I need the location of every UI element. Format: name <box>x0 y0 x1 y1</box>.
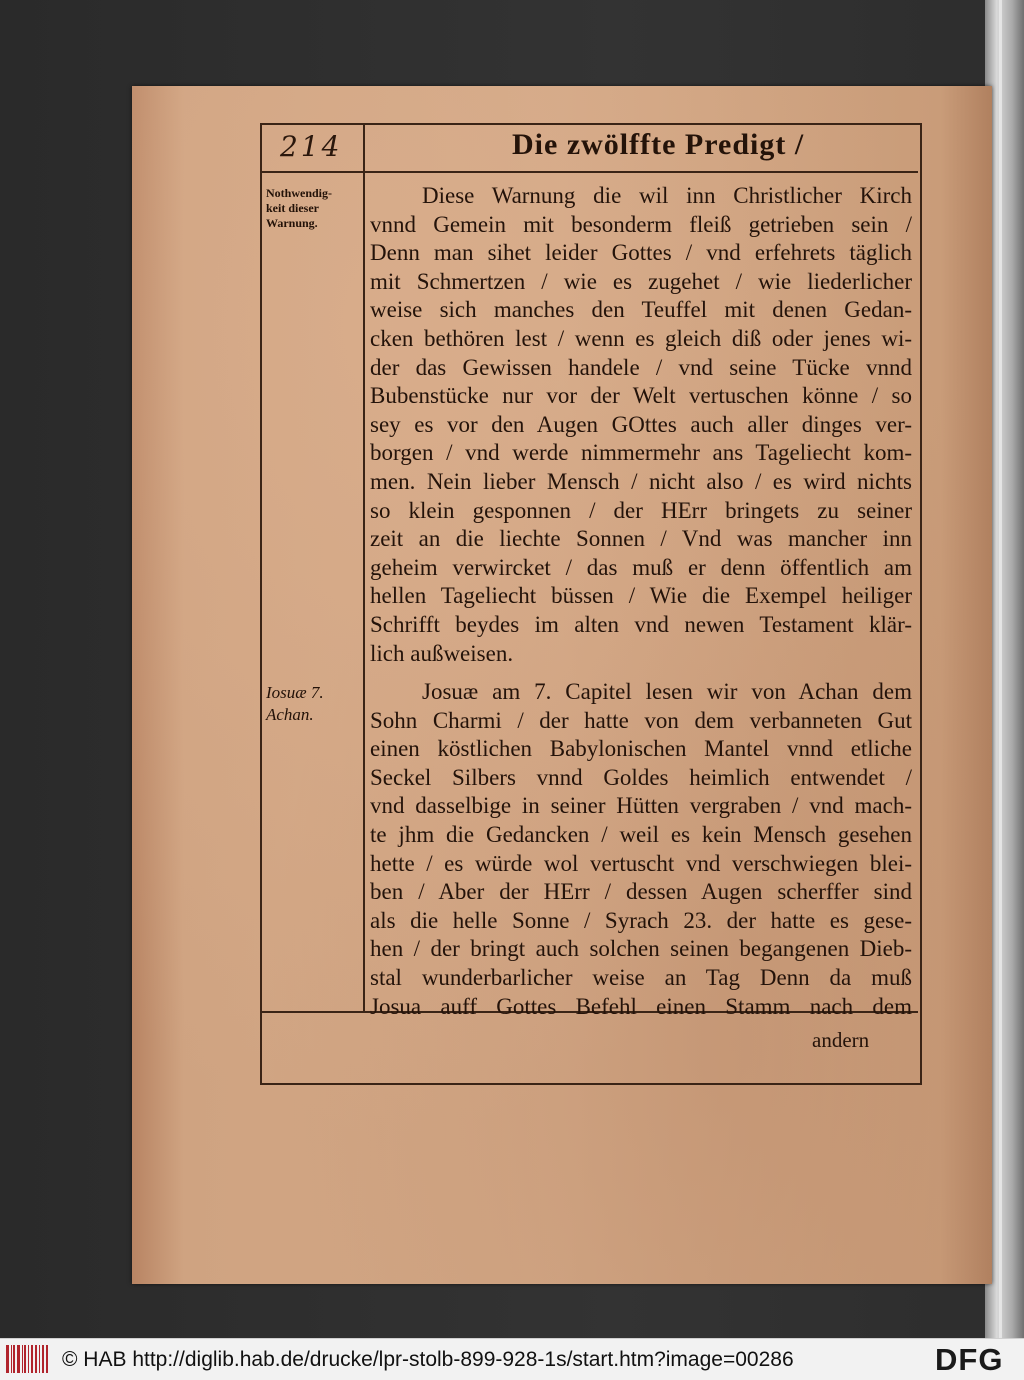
text-line: Bubenstücke nur vor der Welt vertuschen könne / so <box>370 383 912 409</box>
text-line: mit Schmertzen / wie es zugehet / wie liederlicher <box>370 268 912 294</box>
text-line: sey es vor den Augen GOttes auch aller dinges ver- <box>370 411 912 437</box>
text-line: hen / der bringt auch solchen seinen begangenen Dieb- <box>370 936 912 962</box>
text-line: Josuæ am 7. Capitel lesen wir von Achan dem <box>422 679 912 704</box>
text-line: hette / es würde wol vertuscht vnd verschwiegen blei- <box>370 850 912 876</box>
text-line: geheim verwircket / das muß er denn öffentlich am <box>370 554 912 580</box>
barcode-icon <box>6 1345 48 1373</box>
margin-note-line: Achan. <box>266 705 314 724</box>
text-line: lich außweisen. <box>370 640 514 666</box>
text-line: stal wunderbarlicher weise an Tag Denn da muß <box>370 964 912 990</box>
source-url[interactable]: © HAB http://diglib.hab.de/drucke/lpr-stolb-899-928-1s/start.htm?image=00286 <box>62 1348 794 1371</box>
viewer-footer <box>0 1338 1024 1380</box>
text-line: Seckel Silbers vnnd Goldes heimlich entwendet / <box>370 764 912 790</box>
margin-note <box>266 682 358 726</box>
text-line: Schrifft beydes im alten vnd newen Testament klär- <box>370 611 912 637</box>
margin-note <box>266 186 358 231</box>
margin-note-line: Iosuæ 7. <box>266 683 324 702</box>
text-line: Sohn Charmi / der hatte von dem verbanneten Gut <box>370 707 912 733</box>
header-rule <box>260 171 918 173</box>
text-line: einen köstlichen Babylonischen Mantel vnnd etliche <box>370 736 912 762</box>
text-line: borgen / vnd werde nimmermehr ans Tageliecht kom- <box>370 440 912 466</box>
margin-rule <box>363 123 365 1011</box>
text-line: so klein gesponnen / der HErr bringets zu seiner <box>370 497 912 523</box>
text-line: zeit an die liechte Sonnen / Vnd was mancher inn <box>370 526 912 552</box>
text-line: Diese Warnung die wil inn Christlicher Kirch <box>422 183 912 208</box>
text-line: hellen Tageliecht büssen / Wie die Exempel heiliger <box>370 583 912 609</box>
text-line: ben / Aber der HErr / dessen Augen scherffer sind <box>370 879 912 905</box>
text-line: vnnd Gemein mit besonderm fleiß getrieben sein / <box>370 211 912 237</box>
running-head: Die zwölffte Predigt / <box>512 128 805 161</box>
text-line: Josua auff Gottes Befehl einen Stamm nach dem <box>370 993 912 1019</box>
text-line: men. Nein lieber Mensch / nicht also / es wird nichts <box>370 468 912 494</box>
text-line: der das Gewissen handele / vnd seine Tücke vnnd <box>370 354 912 380</box>
catchword: andern <box>812 1028 870 1052</box>
dfg-logo: DFG <box>935 1342 1004 1377</box>
margin-note-line: Nothwendig- <box>266 186 333 200</box>
text-line: te jhm die Gedancken / weil es kein Mensch gesehen <box>370 821 912 847</box>
page-number: 214 <box>280 130 343 163</box>
book-page <box>132 86 992 1284</box>
text-line: vnd dasselbige in seiner Hütten vergraben / vnd mach- <box>370 793 912 819</box>
margin-note-line: Warnung. <box>266 216 318 230</box>
paragraph <box>370 678 912 1021</box>
text-line: als die helle Sonne / Syrach 23. der hatte es gese- <box>370 907 912 933</box>
paragraph <box>370 182 912 668</box>
text-line: weise sich manches den Teuffel mit denen Gedan- <box>370 297 912 323</box>
text-line: Denn man sihet leider Gottes / vnd erfehrets täglich <box>370 240 912 266</box>
margin-note-line: keit dieser <box>266 201 319 215</box>
text-line: cken bethören lest / wenn es gleich diß oder jenes wi- <box>370 325 912 351</box>
